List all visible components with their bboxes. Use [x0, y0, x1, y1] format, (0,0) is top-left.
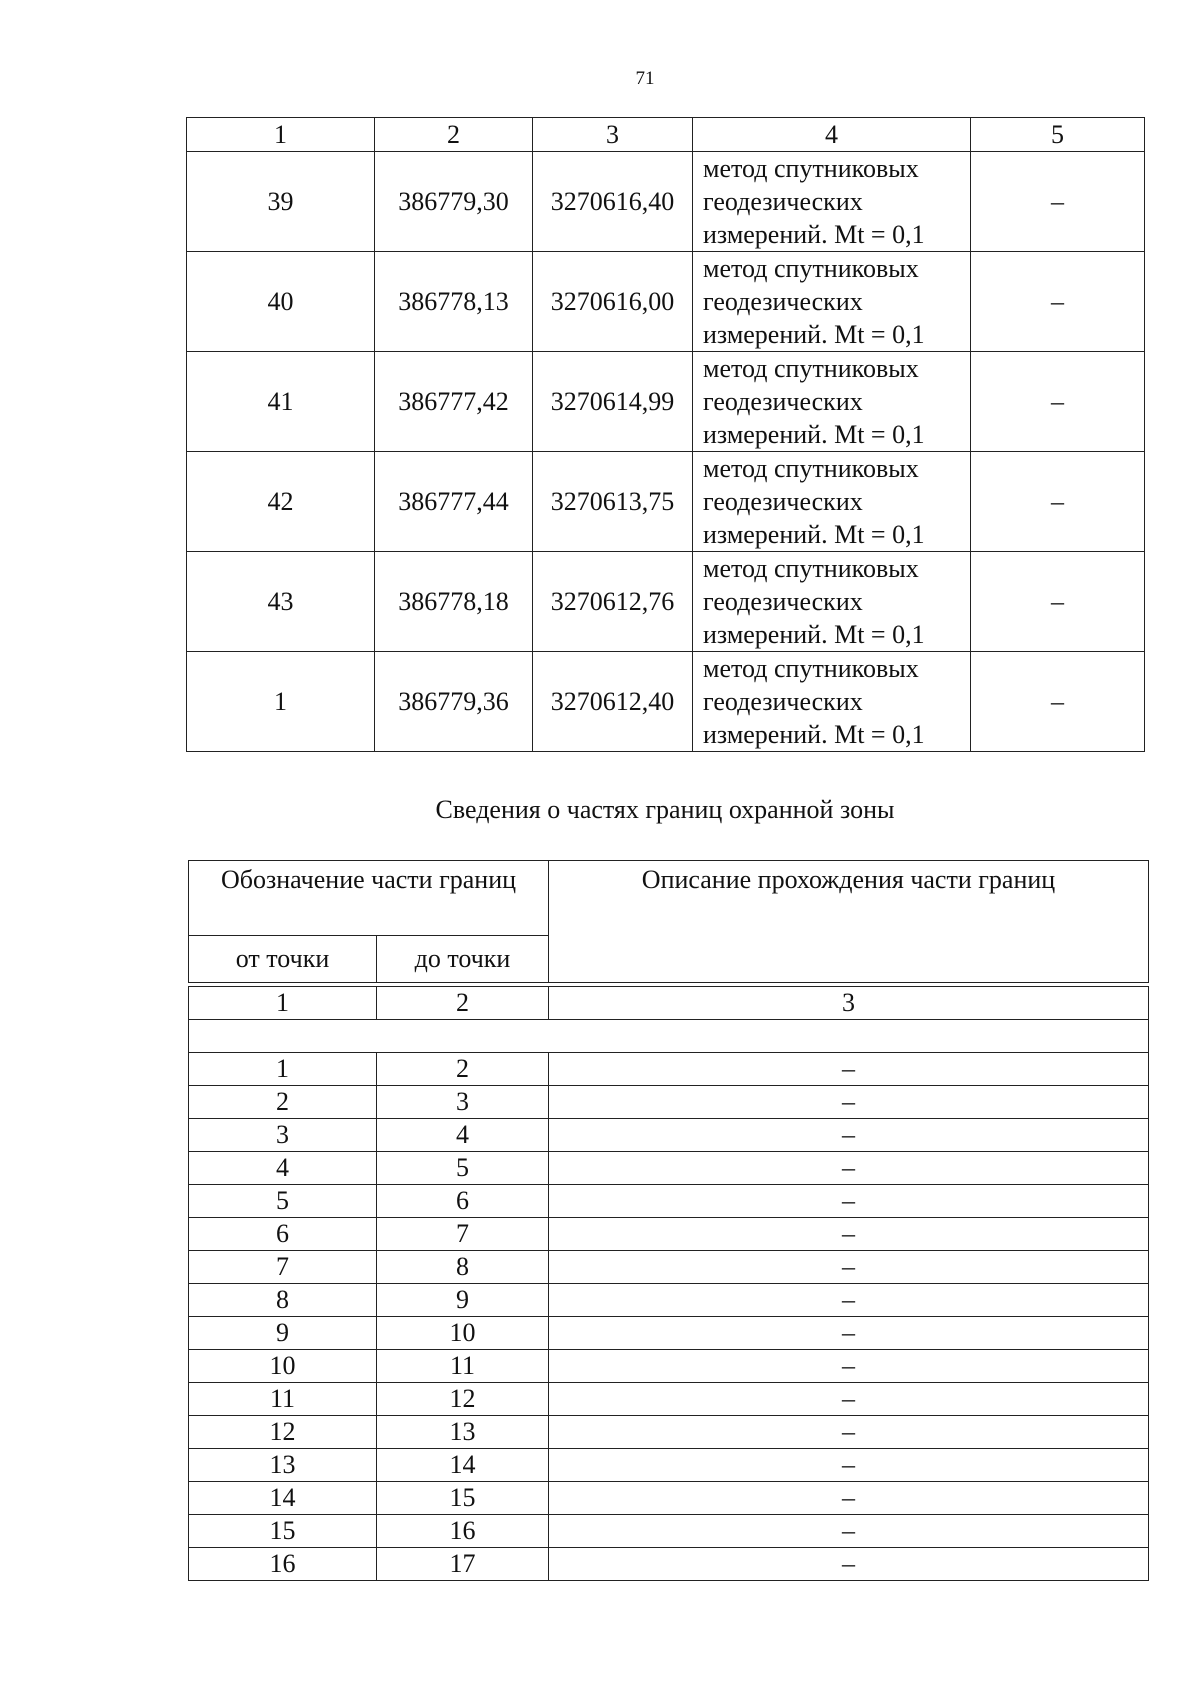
column-number: 3 [549, 987, 1149, 1020]
method-line: измерений. Mt = 0,1 [703, 520, 925, 549]
to-point: 10 [377, 1317, 549, 1350]
column-number: 2 [375, 118, 533, 152]
table-row [189, 1251, 1149, 1284]
from-point-header: от точки [189, 936, 377, 983]
coords-header-row [187, 118, 1145, 152]
to-point: 17 [377, 1548, 549, 1581]
part-description: – [549, 1416, 1149, 1449]
x-coordinate: 386779,30 [375, 152, 533, 252]
column-number: 1 [187, 118, 375, 152]
table-row [189, 1515, 1149, 1548]
note-cell: – [971, 152, 1145, 252]
to-point-header: до точки [377, 936, 549, 983]
table-row [189, 1152, 1149, 1185]
table-row [187, 352, 1145, 452]
point-number: 40 [187, 252, 375, 352]
part-description: – [549, 1383, 1149, 1416]
method-line: измерений. Mt = 0,1 [703, 320, 925, 349]
table-row [189, 1119, 1149, 1152]
column-number: 4 [693, 118, 971, 152]
method-line: метод спутниковых [703, 154, 919, 183]
table-row [189, 1284, 1149, 1317]
method-line: метод спутниковых [703, 654, 919, 683]
y-coordinate: 3270613,75 [533, 452, 693, 552]
to-point: 6 [377, 1185, 549, 1218]
to-point: 3 [377, 1086, 549, 1119]
from-point: 6 [189, 1218, 377, 1251]
to-point: 11 [377, 1350, 549, 1383]
method-line: геодезических [703, 287, 863, 316]
table-row [189, 1053, 1149, 1086]
from-point: 11 [189, 1383, 377, 1416]
from-point: 10 [189, 1350, 377, 1383]
point-number: 42 [187, 452, 375, 552]
point-number: 43 [187, 552, 375, 652]
from-point: 3 [189, 1119, 377, 1152]
column-number-row [189, 987, 1149, 1020]
method-line: измерений. Mt = 0,1 [703, 720, 925, 749]
from-point: 7 [189, 1251, 377, 1284]
note-cell: – [971, 452, 1145, 552]
section-title: Сведения о частях границ охранной зоны [435, 795, 895, 824]
point-number: 1 [187, 652, 375, 752]
y-coordinate: 3270612,76 [533, 552, 693, 652]
part-description: – [549, 1053, 1149, 1086]
method-description [693, 352, 971, 452]
parts-header-row [189, 861, 1149, 936]
method-description [693, 152, 971, 252]
to-point: 8 [377, 1251, 549, 1284]
part-description: – [549, 1449, 1149, 1482]
to-point: 14 [377, 1449, 549, 1482]
x-coordinate: 386778,13 [375, 252, 533, 352]
table-row [189, 1416, 1149, 1449]
part-description: – [549, 1152, 1149, 1185]
method-line: метод спутниковых [703, 354, 919, 383]
note-cell: – [971, 352, 1145, 452]
blank-cell [189, 1020, 1149, 1053]
method-line: метод спутниковых [703, 454, 919, 483]
page-number: 71 [635, 68, 655, 89]
method-description [693, 552, 971, 652]
method-line: геодезических [703, 487, 863, 516]
to-point: 2 [377, 1053, 549, 1086]
to-point: 9 [377, 1284, 549, 1317]
table-row [187, 452, 1145, 552]
from-point: 12 [189, 1416, 377, 1449]
from-point: 1 [189, 1053, 377, 1086]
from-point: 2 [189, 1086, 377, 1119]
table-row [189, 1383, 1149, 1416]
part-description: – [549, 1185, 1149, 1218]
table-row [187, 552, 1145, 652]
column-number: 2 [377, 987, 549, 1020]
table-row [189, 1218, 1149, 1251]
to-point: 15 [377, 1482, 549, 1515]
y-coordinate: 3270616,00 [533, 252, 693, 352]
description-header: Описание прохождения части границ [549, 861, 1149, 983]
to-point: 16 [377, 1515, 549, 1548]
point-number: 41 [187, 352, 375, 452]
method-line: геодезических [703, 687, 863, 716]
from-point: 16 [189, 1548, 377, 1581]
part-description: – [549, 1317, 1149, 1350]
part-description: – [549, 1086, 1149, 1119]
table-row [187, 252, 1145, 352]
x-coordinate: 386777,42 [375, 352, 533, 452]
table-row [189, 1548, 1149, 1581]
part-description: – [549, 1251, 1149, 1284]
coordinates-table [186, 117, 1145, 752]
part-description: – [549, 1284, 1149, 1317]
group-header: Обозначение части границ [189, 861, 549, 936]
part-description: – [549, 1515, 1149, 1548]
table-row [187, 652, 1145, 752]
method-line: измерений. Mt = 0,1 [703, 220, 925, 249]
method-description [693, 252, 971, 352]
y-coordinate: 3270614,99 [533, 352, 693, 452]
note-cell: – [971, 252, 1145, 352]
note-cell: – [971, 652, 1145, 752]
from-point: 5 [189, 1185, 377, 1218]
method-line: метод спутниковых [703, 254, 919, 283]
table-row [189, 1317, 1149, 1350]
method-description [693, 652, 971, 752]
from-point: 15 [189, 1515, 377, 1548]
method-line: геодезических [703, 587, 863, 616]
y-coordinate: 3270616,40 [533, 152, 693, 252]
blank-row [189, 1020, 1149, 1053]
column-number: 5 [971, 118, 1145, 152]
x-coordinate: 386777,44 [375, 452, 533, 552]
to-point: 7 [377, 1218, 549, 1251]
from-point: 9 [189, 1317, 377, 1350]
x-coordinate: 386778,18 [375, 552, 533, 652]
to-point: 13 [377, 1416, 549, 1449]
table-row [187, 152, 1145, 252]
part-description: – [549, 1218, 1149, 1251]
note-cell: – [971, 552, 1145, 652]
part-description: – [549, 1350, 1149, 1383]
table-row [189, 1482, 1149, 1515]
y-coordinate: 3270612,40 [533, 652, 693, 752]
from-point: 14 [189, 1482, 377, 1515]
boundary-parts-table [188, 860, 1149, 1581]
method-line: геодезических [703, 387, 863, 416]
table-row [189, 1086, 1149, 1119]
to-point: 12 [377, 1383, 549, 1416]
method-line: измерений. Mt = 0,1 [703, 420, 925, 449]
table-row [189, 1185, 1149, 1218]
part-description: – [549, 1482, 1149, 1515]
from-point: 13 [189, 1449, 377, 1482]
table-row [189, 1449, 1149, 1482]
from-point: 8 [189, 1284, 377, 1317]
method-line: геодезических [703, 187, 863, 216]
part-description: – [549, 1119, 1149, 1152]
method-line: метод спутниковых [703, 554, 919, 583]
part-description: – [549, 1548, 1149, 1581]
to-point: 5 [377, 1152, 549, 1185]
column-number: 1 [189, 987, 377, 1020]
from-point: 4 [189, 1152, 377, 1185]
method-line: измерений. Mt = 0,1 [703, 620, 925, 649]
method-description [693, 452, 971, 552]
column-number: 3 [533, 118, 693, 152]
point-number: 39 [187, 152, 375, 252]
to-point: 4 [377, 1119, 549, 1152]
table-row [189, 1350, 1149, 1383]
x-coordinate: 386779,36 [375, 652, 533, 752]
